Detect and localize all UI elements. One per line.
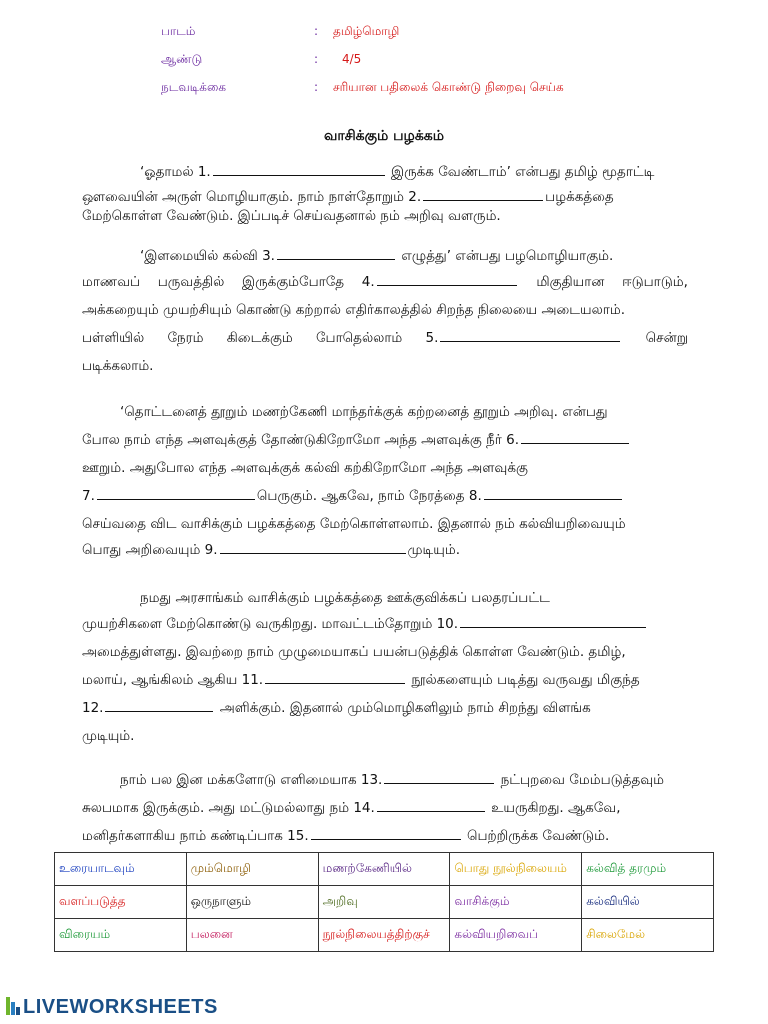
- p2-line3: அக்கறையும் முயற்சியும் கொண்டு கற்றால் எதிர்காலத்தில் சிறந்த நிலையை அடையலாம்.: [82, 302, 626, 318]
- text: இருக்க வேண்டாம்’ என்பது தமிழ் மூதாட்டி: [391, 164, 655, 180]
- text: 7.: [82, 488, 95, 504]
- text: 4.: [361, 274, 375, 290]
- text: இருக்கும்போதே: [241, 274, 345, 290]
- p1-line3: மேற்கொள்ள வேண்டும். இப்படிச் செய்வதனால் நம் அறிவு வளரும்.: [82, 208, 501, 224]
- word-bank-item[interactable]: விரையம்: [55, 919, 187, 952]
- p5-line3: [82, 826, 688, 846]
- subject-label: பாடம்: [161, 24, 196, 38]
- text: நாம் பல இன மக்களோடு எளிமையாக 13.: [120, 772, 383, 788]
- blank-1[interactable]: [213, 162, 385, 176]
- word-bank-item[interactable]: மும்மொழி: [186, 853, 318, 886]
- year-colon: :: [314, 52, 319, 66]
- text: மலாய், ஆங்கிலம் ஆகிய 11.: [82, 672, 264, 688]
- blank-5[interactable]: [440, 328, 620, 342]
- word-bank-item[interactable]: மணற்கேணியில்: [318, 853, 450, 886]
- word-bank-item[interactable]: கல்வித் தரமும்: [582, 853, 714, 886]
- word-bank-item[interactable]: வளப்படுத்த: [55, 886, 187, 919]
- activity-label: நடவடிக்கை: [161, 80, 226, 94]
- word-bank-table: [54, 852, 714, 952]
- p4-line2: [82, 614, 688, 634]
- text: எழுத்து’ என்பது பழமொழியாகும்.: [401, 248, 614, 264]
- p5-line1: [120, 770, 688, 790]
- word-bank-item[interactable]: கல்வியறிவைப்: [450, 919, 582, 952]
- text: அளிக்கும். இதனால் மும்மொழிகளிலும் நாம் சிறந்து விளங்க: [219, 700, 591, 716]
- blank-3[interactable]: [277, 246, 395, 260]
- text: பருவத்தில்: [157, 274, 225, 290]
- liveworksheets-logo: [6, 996, 218, 1019]
- text: போல நாம் எந்த அளவுக்குத் தோண்டுகிறோமோ அந்த அளவுக்கு நீர் 6.: [82, 432, 519, 448]
- p4-line3: அமைத்துள்ளது. இவற்றை நாம் முழுமையாகப் பயன்படுத்திக் கொள்ள வேண்டும். தமிழ்,: [82, 644, 626, 660]
- text: பெற்றிருக்க வேண்டும்.: [466, 828, 610, 844]
- text: நூல்களையும் படித்து வருவது மிகுந்த: [411, 672, 640, 688]
- p4-line4: [82, 670, 688, 690]
- word-bank-item[interactable]: பொது நூல்நிலையம்: [450, 853, 582, 886]
- text: கிடைக்கும்: [226, 330, 293, 346]
- word-bank-row: [55, 919, 714, 952]
- word-bank-item[interactable]: ஒருநாளும்: [186, 886, 318, 919]
- word-bank-item[interactable]: கல்வியில்: [582, 886, 714, 919]
- subject-value: தமிழ்மொழி: [333, 24, 400, 38]
- p3-line6: [82, 540, 688, 560]
- word-bank-row: [55, 853, 714, 886]
- text: மனிதர்களாகிய நாம் கண்டிப்பாக 15.: [82, 828, 309, 844]
- text: பள்ளியில்: [82, 330, 145, 346]
- blank-13[interactable]: [384, 770, 494, 784]
- text: ‘இளமையில் கல்வி 3.: [140, 248, 275, 264]
- page-title: வாசிக்கும் பழக்கம்: [324, 128, 444, 144]
- word-bank-item[interactable]: பலனை: [186, 919, 318, 952]
- text: ‘ஓதாமல் 1.: [140, 164, 211, 180]
- activity-colon: :: [314, 80, 319, 94]
- text: பொது அறிவையும் 9.: [82, 542, 218, 558]
- text: போதெல்லாம்: [315, 330, 403, 346]
- year-value: 4/5: [342, 52, 362, 66]
- text: ஔவையின் அருள் மொழியாகும். நாம் நாள்தோறும் 2.: [82, 189, 422, 205]
- p2-line2: [82, 272, 688, 292]
- word-bank-item[interactable]: அறிவு: [318, 886, 450, 919]
- word-bank-item[interactable]: உரையாடவும்: [55, 853, 187, 886]
- p3-line5: செய்வதை விட வாசிக்கும் பழக்கத்தை மேற்கொள்ளலாம். இதனால் நம் கல்வியறிவையும்: [82, 516, 626, 532]
- activity-value: சரியான பதிலைக் கொண்டு நிறைவு செய்க: [333, 80, 564, 94]
- text: மாணவப்: [82, 274, 141, 290]
- text: முயற்சிகளை மேற்கொண்டு வருகிறது. மாவட்டம்தோறும் 10.: [82, 616, 459, 632]
- blank-12[interactable]: [105, 698, 213, 712]
- p4-line6: முடியும்.: [82, 728, 135, 744]
- text: நட்புறவை மேம்படுத்தவும்: [500, 772, 665, 788]
- text: மிகுதியான: [536, 274, 605, 290]
- p1-line2: [82, 187, 688, 207]
- subject-colon: :: [314, 24, 319, 38]
- logo-text: LIVEWORKSHEETS: [23, 996, 218, 1018]
- blank-11[interactable]: [265, 670, 405, 684]
- word-bank-item[interactable]: வாசிக்கும்: [450, 886, 582, 919]
- word-bank-item[interactable]: சிலைமேல்: [582, 919, 714, 952]
- blank-7[interactable]: [97, 486, 255, 500]
- blank-6[interactable]: [521, 430, 629, 444]
- p3-line4: [82, 486, 688, 506]
- p2-line5: படிக்கலாம்.: [82, 358, 154, 374]
- word-bank-row: [55, 886, 714, 919]
- p5-line2: [82, 798, 688, 818]
- text: சுலபமாக இருக்கும். அது மட்டுமல்லாது நம் 14.: [82, 800, 375, 816]
- text: பழக்கத்தை: [545, 189, 614, 205]
- text: ஈடுபாடும்,: [622, 274, 688, 290]
- p2-line1: [140, 246, 688, 266]
- p3-line3: ஊறும். அதுபோல எந்த அளவுக்குக் கல்வி கற்கிறோமோ அந்த அளவுக்கு: [82, 460, 528, 476]
- text: சென்று: [645, 330, 688, 346]
- blank-14[interactable]: [377, 798, 485, 812]
- p3-line1: ‘தொட்டனைத் தூறும் மணற்கேணி மாந்தர்க்குக் கற்றனைத் தூறும் அறிவு. என்பது: [120, 404, 608, 420]
- liveworksheets-logo-icon: [6, 997, 20, 1015]
- word-bank-item[interactable]: நூல்நிலையத்திற்குச்: [318, 919, 450, 952]
- text: 12.: [82, 700, 104, 716]
- p4-line5: [82, 698, 688, 718]
- blank-15[interactable]: [311, 826, 461, 840]
- p1-line1: [140, 162, 688, 182]
- blank-10[interactable]: [460, 614, 646, 628]
- text: முடியும்.: [407, 542, 460, 558]
- blank-9[interactable]: [220, 540, 406, 554]
- p2-line4: [82, 328, 688, 348]
- text: பெருகும். ஆகவே, நாம் நேரத்தை 8.: [256, 488, 482, 504]
- text: நேரம்: [167, 330, 204, 346]
- p4-line1: நமது அரசாங்கம் வாசிக்கும் பழக்கத்தை ஊக்குவிக்கப் பலதரப்பட்ட: [140, 590, 550, 606]
- p3-line2: [82, 430, 688, 450]
- text: 5.: [425, 330, 439, 346]
- blank-8[interactable]: [484, 486, 622, 500]
- blank-4[interactable]: [377, 272, 517, 286]
- text: உயருகிறது. ஆகவே,: [491, 800, 621, 816]
- blank-2[interactable]: [423, 187, 543, 201]
- year-label: ஆண்டு: [161, 52, 203, 66]
